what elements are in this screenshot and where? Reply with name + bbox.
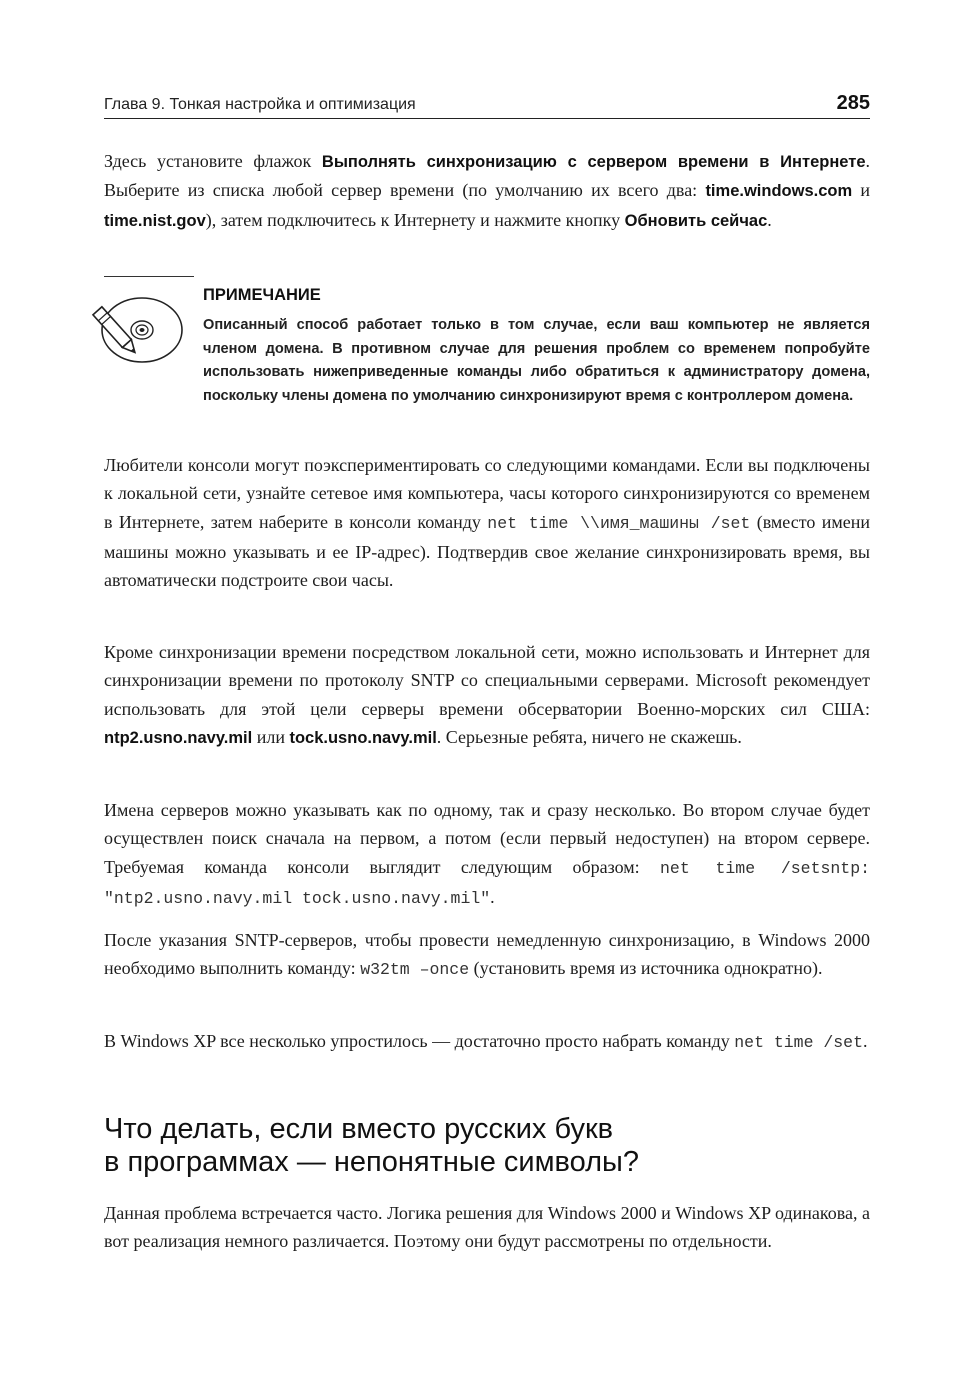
chapter-title: Глава 9. Тонкая настройка и оптимизация (104, 96, 416, 113)
paragraph-1-text-d: ), затем подключитесь к Интернету и нажмите кнопку (205, 209, 625, 230)
paragraph-6 (104, 1027, 870, 1057)
running-header (104, 86, 870, 119)
paragraph-1 (104, 147, 870, 235)
paragraph-3-text-c: . Серьезные ребята, ничего не скажешь. (436, 726, 742, 747)
paragraph-5-text-b: (установить время из источника однократно). (469, 958, 823, 979)
paragraph-5-text-a: После указания SNTP-серверов, чтобы провести немедленную синхронизацию, в Windows 2000 необходимо выполнить команду: (104, 930, 870, 979)
paragraph-6-text-a: В Windows XP все несколько упростилось — достаточно просто набрать команду (104, 1031, 735, 1051)
paragraph-2-text-b: (вместо имени машины можно указывать и ее IP-адрес). Подтвердив свое желание синхронизировать время, вы автоматически подстроите свои часы. (104, 511, 870, 591)
paragraph-3 (104, 638, 870, 752)
checkbox-option-name: Выполнять синхронизацию с сервером времени в Интернете (321, 153, 866, 171)
paragraph-1-text-a: Здесь установите флажок (104, 151, 322, 171)
paragraph-2 (104, 451, 870, 594)
server-name-4: tock.usno.navy.mil (289, 728, 437, 747)
paragraph-1-text-e: . (767, 209, 772, 230)
server-name-1: time.windows.com (705, 182, 853, 201)
section-heading-line-1: Что делать, если вместо русских букв (104, 1113, 614, 1145)
paragraph-5 (104, 926, 870, 985)
paragraph-2-text-a: Любители консоли могут поэкспериментировать со следующими командами. Если вы подключены к локальной сети, узнайте сетевое имя компьютера, часы которого синхронизируются со временем в Интернете, затем наберите в консоли команду (104, 455, 870, 532)
command-net-time-set: net time /set (734, 1033, 863, 1052)
page-number: 285 (836, 92, 870, 114)
paragraph-3-text-a: Кроме синхронизации времени посредством локальной сети, можно использовать и Интернет для синхронизации времени по протоколу SNTP со специальными серверами. Microsoft рекомендует использовать для этой цели серверы времени обсерватории Военно-морских сил США: (104, 642, 870, 719)
command-w32tm: w32tm –once (360, 960, 470, 980)
section-heading (104, 1113, 870, 1179)
cd-pencil-icon (86, 290, 190, 368)
section-heading-line-2: в программах — непонятные символы? (104, 1146, 639, 1178)
paragraph-4-text-b: . (490, 886, 495, 907)
button-name: Обновить сейчас (624, 211, 768, 230)
command-setsntp: net time /setsntp: "ntp2.usno.navy.mil tock.usno.navy.mil" (104, 858, 870, 908)
paragraph-6-text-b: . (863, 1031, 868, 1051)
paragraph-4-text-a: Имена серверов можно указывать как по одному, так и сразу несколько. Во втором случае будет осуществлен поиск сначала на первом, а потом (если первый недоступен) на втором сервере. Требуемая команда консоли выглядит следующим образом: (104, 800, 870, 877)
note-divider (104, 276, 194, 277)
paragraph-7: Данная проблема встречается часто. Логика решения для Windows 2000 и Windows XP одинакова, а вот реализация немного различается. Поэтому они будут рассмотрены по отдельности. (104, 1203, 870, 1252)
note-title: ПРИМЕЧАНИЕ (203, 286, 321, 304)
server-name-2: time.nist.gov (104, 211, 206, 230)
paragraph-4 (104, 796, 870, 913)
command-net-time: net time \\имя_машины /set (487, 513, 751, 533)
paragraph-1-text-b: . Выберите из списка любой сервер времени (по умолчанию их всего два: (104, 151, 871, 201)
note-text: Описанный способ работает только в том случае, если ваш компьютер не является членом домена. В противном случае для решения проблем со временем попробуйте использовать нижеприведенные команды либо обратиться к администратору домена, поскольку члены домена по умолчанию синхронизируют время с контроллером домена. (203, 317, 870, 404)
server-name-3: ntp2.usno.navy.mil (104, 728, 253, 747)
paragraph-1-text-c: и (852, 180, 871, 201)
paragraph-3-text-b: или (252, 726, 290, 747)
